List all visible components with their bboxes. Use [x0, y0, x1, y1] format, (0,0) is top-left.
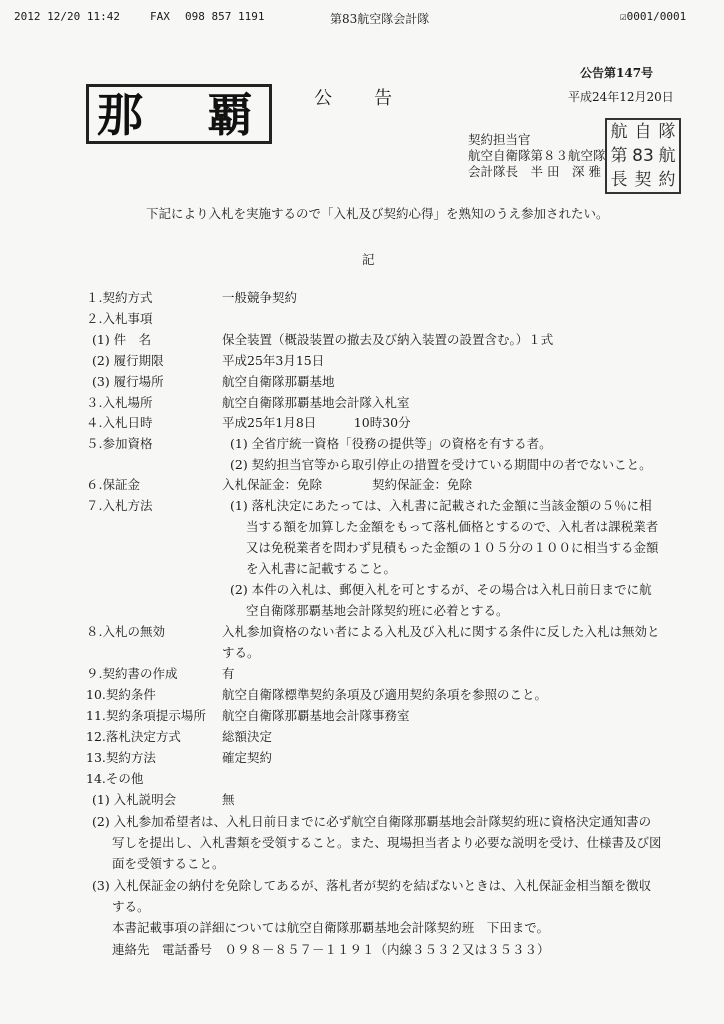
seal-char: 契	[634, 170, 652, 190]
item-label: (3) 履行場所	[92, 374, 164, 389]
item-value: (1) 落札決定にあたっては、入札書に記載された金額に当該金額の５％に相	[230, 498, 652, 513]
item-value: 航空自衛隊那覇基地会計隊入札室	[222, 395, 410, 410]
item-value: 確定契約	[222, 750, 273, 765]
seal-char: 長	[610, 170, 628, 190]
other-note-line: 面を受領すること。	[112, 856, 225, 871]
fax-sender: 第83航空隊会計隊	[330, 12, 430, 26]
official-seal	[605, 118, 681, 194]
item-label: 11.契約条項提示場所	[86, 708, 206, 723]
item-label: ６.保証金	[86, 477, 140, 492]
issuer-line-1: 契約担当官	[468, 132, 531, 147]
other-note-line: 写しを提出し、入札書類を受領すること。また、現場担当者より必要な説明を受け、仕様書及び図	[112, 835, 662, 850]
item-label: (2) 履行期限	[92, 353, 164, 368]
fax-number: 098 857 1191	[185, 10, 265, 23]
seal-char: 第	[610, 146, 628, 166]
other-note-line: 連絡先 電話番号 ０９８－８５７－１１９１（内線３５３２又は３５３３）	[112, 942, 550, 957]
other-note-line: する。	[112, 899, 150, 914]
seal-char: 83	[632, 146, 654, 166]
seal-char: 隊	[658, 122, 676, 142]
item-value: 入札保証金：免除 契約保証金：免除	[222, 477, 473, 492]
item-value: 入札参加資格のない者による入札及び入札に関する条件に反した入札は無効と	[222, 624, 660, 639]
issuer-line-2: 航空自衛隊第８３航空隊	[468, 148, 606, 163]
item-label: ８.入札の無効	[86, 624, 165, 639]
fax-datetime: 2012 12/20 11:42	[14, 10, 120, 23]
item-value: 当する額を加算した金額をもって落札価格とするので、入札者は課税業者	[246, 519, 659, 534]
page-title: 公 告	[314, 88, 394, 109]
item-label: ３.入札場所	[86, 395, 153, 410]
other-note-line: (2) 入札参加希望者は、入札日前日までに必ず航空自衛隊那覇基地会計隊契約班に資格決定通知書の	[92, 814, 652, 829]
item-value: 航空自衛隊那覇基地会計隊事務室	[222, 708, 410, 723]
notice-number: 公告第147号	[580, 66, 654, 80]
issuer-line-3: 会計隊長 半 田 深 雅	[468, 164, 601, 179]
item-label: 10.契約条件	[86, 687, 156, 702]
item-value: する。	[222, 645, 260, 660]
item-value: 一般競争契約	[222, 290, 298, 305]
naha-stamp	[86, 84, 272, 144]
item-value: 又は免税業者を問わず見積もった金額の１０５分の１００に相当する金額	[246, 540, 659, 555]
item-label: ４.入札日時	[86, 415, 153, 430]
other-note-line: 本書記載事項の詳細については航空自衛隊那覇基地会計隊契約班 下田まで。	[112, 920, 550, 935]
item-value: (1) 全省庁統一資格「役務の提供等」の資格を有する者。	[230, 436, 552, 451]
item-value: 保全装置（概設装置の撤去及び納入装置の設置含む。）１式	[222, 332, 554, 347]
fax-page-mark: ☑0001/0001	[620, 10, 687, 23]
item-label: 14.その他	[86, 771, 144, 786]
item-value: 無	[222, 792, 235, 807]
seal-char: 航	[658, 146, 676, 166]
item-value: 航空自衛隊標準契約条項及び適用契約条項を参照のこと。	[222, 687, 548, 702]
item-value: 航空自衛隊那覇基地	[222, 374, 335, 389]
intro-text: 下記により入札を実施するので「入札及び契約心得」を熟知のうえ参加されたい。	[146, 206, 609, 221]
item-value: 総額決定	[222, 729, 273, 744]
item-value: を入札書に記載すること。	[246, 561, 397, 576]
item-label: 12.落札決定方式	[86, 729, 181, 744]
item-label: ２.入札事項	[86, 311, 153, 326]
naha-stamp-char-1: 那	[97, 88, 143, 142]
fax-label: FAX	[150, 10, 170, 23]
item-value: 平成25年1月8日 10時30分	[222, 415, 411, 430]
item-value: (2) 契約担当官等から取引停止の措置を受けている期間中の者でないこと。	[230, 457, 652, 472]
item-label: ５.参加資格	[86, 436, 153, 451]
item-label: ９.契約書の作成	[86, 666, 178, 681]
item-label: (1) 入札説明会	[92, 792, 177, 807]
ki-heading: 記	[362, 252, 375, 267]
item-value: 有	[222, 666, 235, 681]
item-label: ７.入札方法	[86, 498, 153, 513]
item-label: １.契約方式	[86, 290, 153, 305]
seal-char: 約	[658, 170, 676, 190]
item-value: 空自衛隊那覇基地会計隊契約班に必着とする。	[246, 603, 509, 618]
item-value: (2) 本件の入札は、郵便入札を可とするが、その場合は入札日前日までに航	[230, 582, 652, 597]
naha-stamp-char-2: 覇	[207, 88, 253, 142]
seal-char: 航	[610, 122, 628, 142]
seal-char: 自	[634, 122, 652, 142]
notice-date: 平成24年12月20日	[568, 90, 674, 104]
item-value: 平成25年3月15日	[222, 353, 325, 368]
other-note-line: (3) 入札保証金の納付を免除してあるが、落札者が契約を結ばないときは、入札保証金相当額を徴収	[92, 878, 652, 893]
item-label: 13.契約方法	[86, 750, 156, 765]
item-label: (1) 件 名	[92, 332, 152, 347]
